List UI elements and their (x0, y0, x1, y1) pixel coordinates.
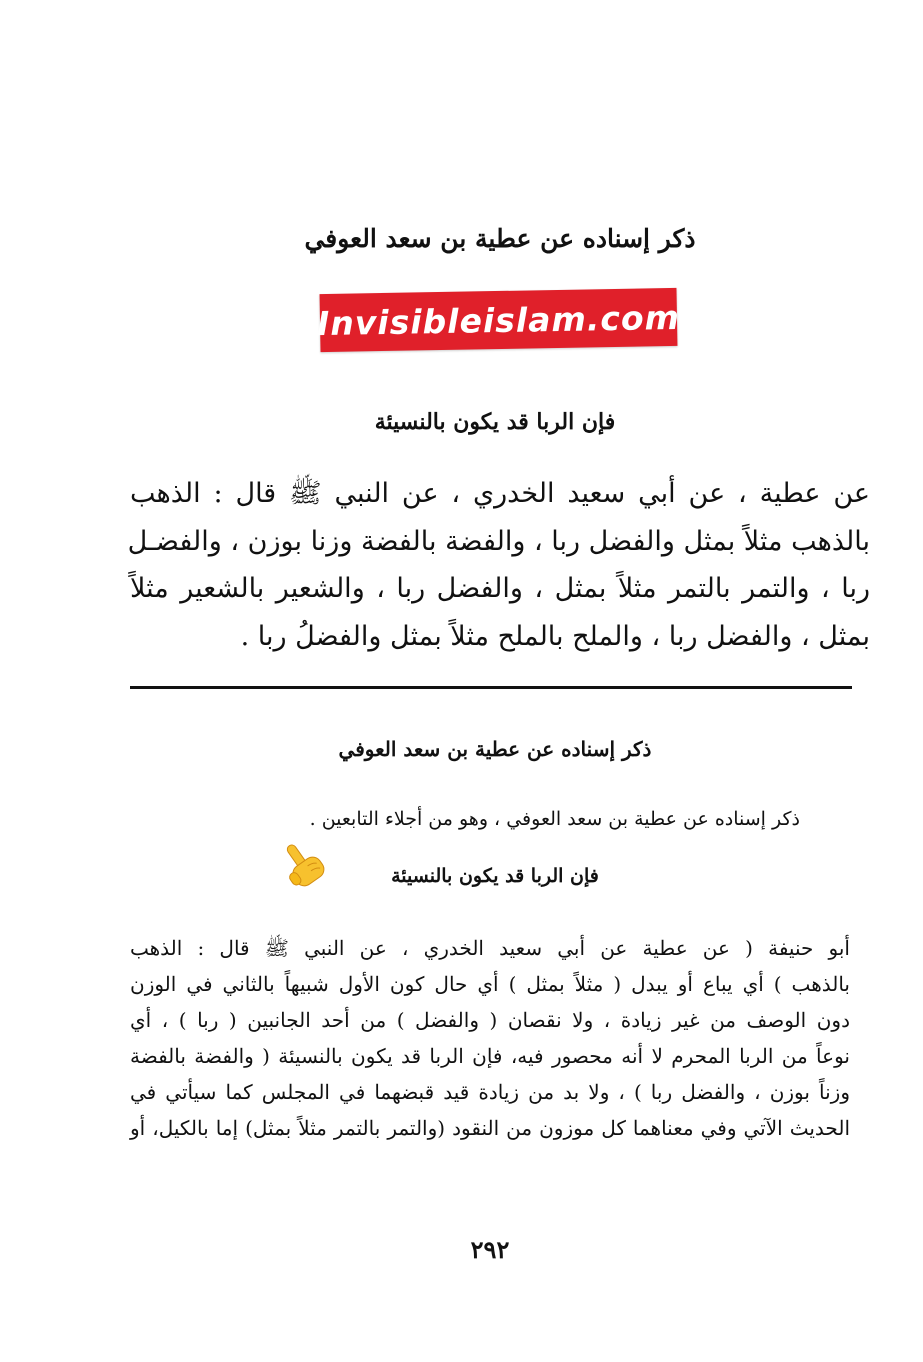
commentary-line: بالذهب ) أي يباع أو يبدل ( مثلاً بمثل ) أي حال كون الأول شبيهاً بالثاني في الوزن (130, 972, 850, 996)
commentary-line: نوعاً من الربا المحرم لا أنه محصور فيه، فإن الربا قد يكون بالنسيئة ( والفضة بالفضة (130, 1044, 850, 1068)
commentary-line: الحديث الآتي وفي معناهما كل موزون من النقود (والتمر بالتمر مثلاً بمثل) إما بالكيل، أو (130, 1116, 850, 1140)
section-divider (130, 686, 852, 689)
watermark-text: Invisibleislam.com (316, 297, 681, 343)
pointing-hand-icon (276, 838, 332, 894)
watermark-banner (316, 288, 681, 352)
commentary-line: وزناً بوزن ، والفضل ربا ) ، ولا بد من زيادة قيد قبضهما في المجلس كما سيأتي في (130, 1080, 850, 1104)
commentary-line: دون الوصف من غير زيادة ، ولا نقصان ( والفضل ) من أحد الجانبين ( ربا ) ، أي (130, 1008, 850, 1032)
hadith-line: بمثل ، والفضل ربا ، والملح بالملح مثلاً بمثل والفضلُ ربا . (240, 620, 870, 652)
commentary-line: أبو حنيفة ( عن عطية عن أبي سعيد الخدري ، عن النبي ﷺ قال : الذهب (130, 936, 850, 960)
hadith-line: بالذهب مثلاً بمثل والفضل ربا ، والفضة بالفضة وزنا بوزن ، والفضـل (127, 525, 870, 557)
hadith-line: ربا ، والتمر بالتمر مثلاً بمثل ، والفضل ربا ، والشعير بالشعير مثلاً (130, 573, 870, 604)
hadith-line: عن عطية ، عن أبي سعيد الخدري ، عن النبي ﷺ قال : الذهب (130, 478, 870, 509)
hadith-text-block (127, 470, 870, 660)
subheading-nasia-2: فإن الربا قد يكون بالنسيئة (391, 865, 599, 887)
commentary-text-block (130, 930, 850, 1146)
commentary-intro-line: ذكر إسناده عن عطية بن سعد العوفي ، وهو من أجلاء التابعين . (309, 808, 800, 830)
page-number: ٢٩٢ (470, 1235, 510, 1264)
subheading-nasia-1: فإن الربا قد يكون بالنسيئة (374, 409, 616, 435)
section-heading-top: ذكر إسناده عن عطية بن سعد العوفي (304, 224, 696, 253)
section-heading-commentary: ذكر إسناده عن عطية بن سعد العوفي (338, 737, 652, 761)
